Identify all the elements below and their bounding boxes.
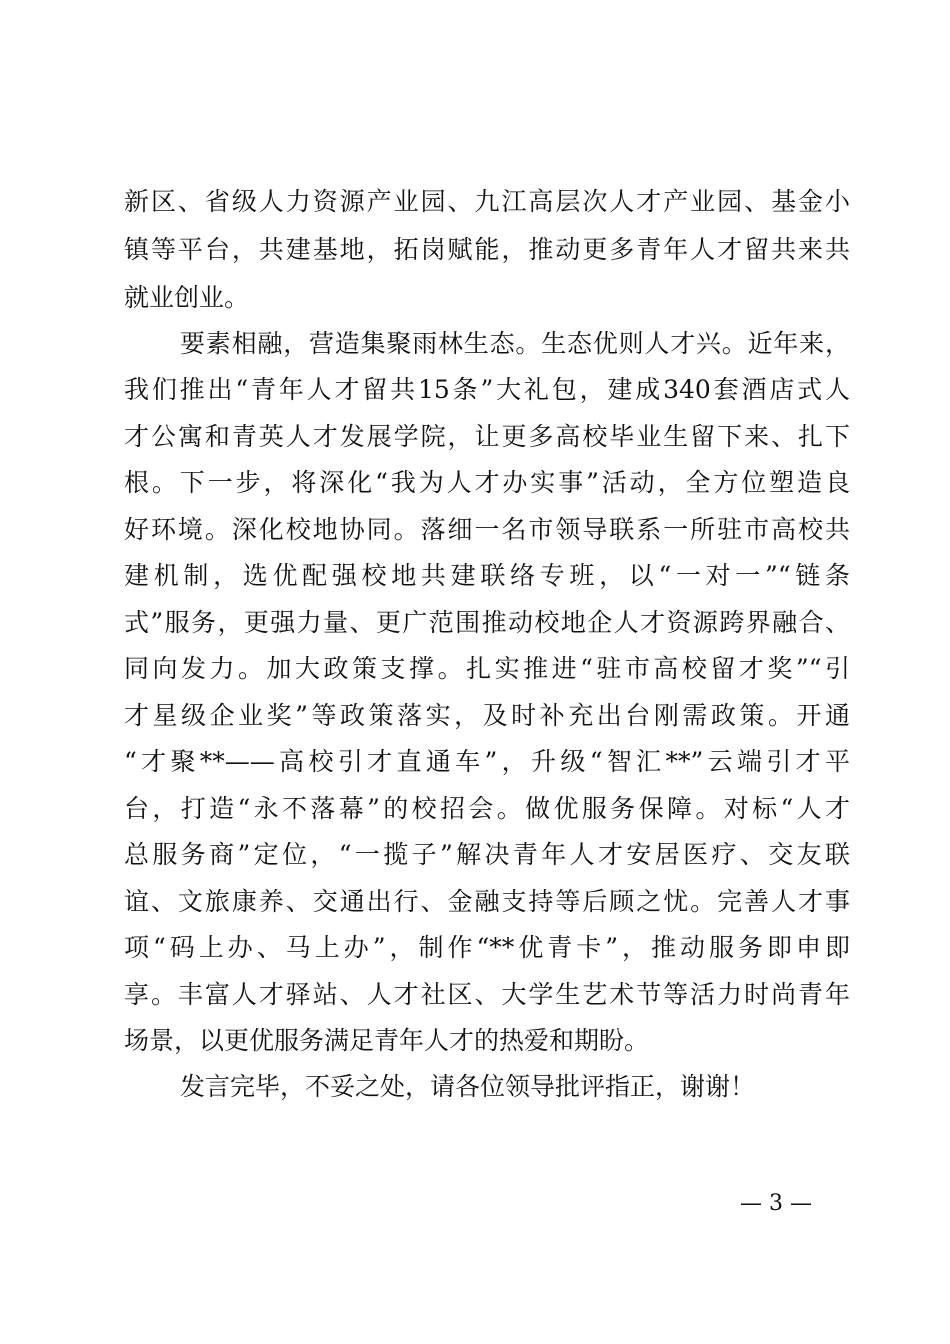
paragraph-2-line-2: 我们推出“青年人才留共15条”大礼包，建成340套酒店式人 (124, 375, 850, 404)
paragraph-2-line-14: 项“码上办、马上办”，制作“**优青卡”，推动服务即申即 (124, 933, 850, 962)
paragraph-2-line-5: 好环境。深化校地协同。落细一名市领导联系一所驻市高校共 (124, 515, 850, 544)
paragraph-2-line-1: 要素相融，营造集聚雨林生态。生态优则人才兴。近年来， (180, 329, 850, 358)
paragraph-1-line-2: 镇等平台，共建基地，拓岗赋能，推动更多青年人才留共来共 (124, 235, 850, 264)
paragraph-1-line-3: 就业创业。 (124, 283, 250, 312)
page-number: — 3 — (740, 1191, 812, 1216)
paragraph-2-line-10: “才聚**——高校引才直通车”，升级“智汇**”云端引才平 (124, 747, 850, 776)
paragraph-2-line-6: 建机制，选优配强校地共建联络专班，以“一对一”“链条 (124, 561, 850, 590)
paragraph-2-line-15: 享。丰富人才驿站、人才社区、大学生艺术节等活力时尚青年 (124, 980, 850, 1009)
paragraph-2-line-13: 谊、文旅康养、交通出行、金融支持等后顾之忧。完善人才事 (124, 887, 850, 916)
paragraph-2-line-9: 才星级企业奖”等政策落实，及时补充出台刚需政策。开通 (124, 701, 850, 730)
paragraph-2-line-7: 式”服务，更强力量、更广范围推动校地企人才资源跨界融合、 (124, 608, 850, 637)
paragraph-1-line-1: 新区、省级人力资源产业园、九江高层次人才产业园、基金小 (124, 187, 850, 216)
paragraph-3-line-1: 发言完毕，不妥之处，请各位领导批评指正，谢谢！ (180, 1072, 756, 1101)
paragraph-2-line-16: 场景，以更优服务满足青年人才的热爱和期盼。 (124, 1026, 650, 1055)
paragraph-2-line-11: 台，打造“永不落幕”的校招会。做优服务保障。对标“人才 (124, 794, 850, 823)
paragraph-2-line-8: 同向发力。加大政策支撑。扎实推进“驻市高校留才奖”“引 (124, 654, 850, 683)
paragraph-2-line-4: 根。下一步，将深化“我为人才办实事”活动，全方位塑造良 (124, 468, 850, 497)
paragraph-2-line-3: 才公寓和青英人才发展学院，让更多高校毕业生留下来、扎下 (124, 422, 850, 451)
paragraph-2-line-12: 总服务商”定位，“一揽子”解决青年人才安居医疗、交友联 (124, 840, 850, 869)
